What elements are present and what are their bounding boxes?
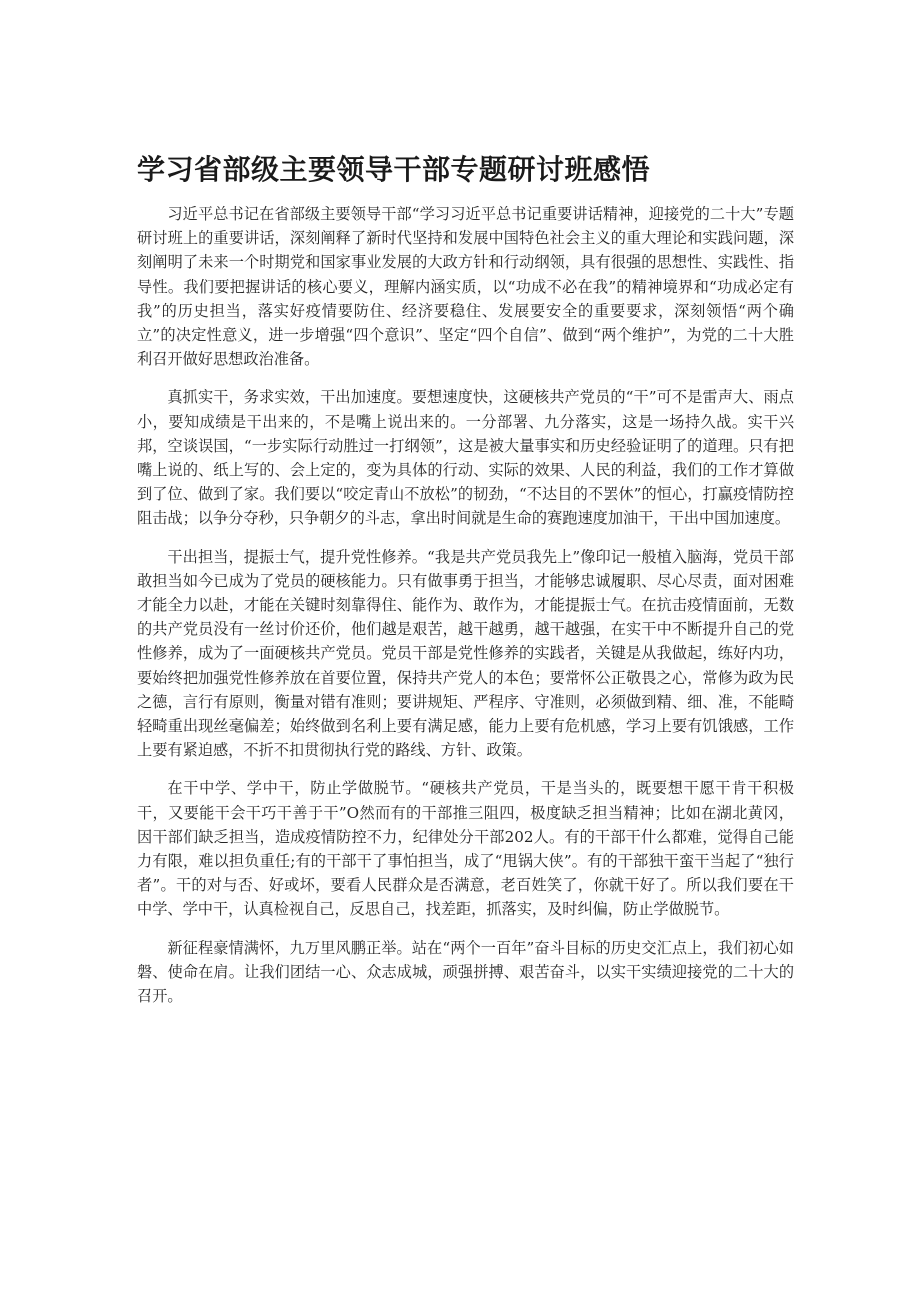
paragraph-intro: 习近平总书记在省部级主要领导干部“学习习近平总书记重要讲话精神，迎接党的二十大”专题研讨班上的重要讲话，深刻阐释了新时代坚持和发展中国特色社会主义的重大理论和实践问题，深刻阐明了未来一个时期党和国家事业发展的大政方针和行动纲领，具有很强的思想性、实践性、指导性。我们要把握讲话的核心要义，理解内涵实质，以“功成不必在我”的精神境界和“功成必定有我”的历史担当，落实好疫情要防住、经济要稳住、发展要安全的重要要求，深刻领悟“两个确立”的决定性意义，进一步增强“四个意识”、坚定“四个自信”、做到“两个维护”，为党的二十大胜利召开做好思想政治准备。	[137, 205, 794, 369]
document-title: 学习省部级主要领导干部专题研讨班感悟	[137, 153, 651, 186]
document-body	[137, 202, 794, 1022]
paragraph-conclusion: 新征程豪情满怀，九万里风鹏正举。站在“两个一百年”奋斗目标的历史交汇点上，我们初心如磐、使命在肩。让我们团结一心、众志成城，顽强拼搏、艰苦奋斗，以实干实绩迎接党的二十大的召开。	[137, 938, 794, 1006]
paragraph-hard-work: 真抓实干，务求实效，干出加速度。要想速度快，这硬核共产党员的“干”可不是雷声大、雨点小，要知成绩是干出来的，不是嘴上说出来的。一分部署、九分落实，这是一场持久战。实干兴邦，空谈误国，“一步实际行动胜过一打纲领”，这是被大量事实和历史经验证明了的道理。只有把嘴上说的、纸上写的、会上定的，变为具体的行动、实际的效果、人民的利益，我们的工作才算做到了位、做到了家。我们要以“咬定青山不放松”的韧劲，“不达目的不罢休”的恒心，打赢疫情防控阻击战；以争分夺秒，只争朝夕的斗志，拿出时间就是生命的赛跑速度加油干，干出中国加速度。	[137, 388, 794, 528]
paragraph-learning: 在干中学、学中干，防止学做脱节。“硬核共产党员，干是当头的，既要想干愿干肯干积极干，又要能干会干巧干善于干”O然而有的干部推三阻四，极度缺乏担当精神；比如在湖北黄冈，因干部们缺乏担当，造成疫情防控不力，纪律处分干部202人。有的干部干什么都难，觉得自己能力有限，难以担负重任;有的干部干了事怕担当，成了“甩锅大侠”。有的干部独干蛮干当起了“独行者”。干的对与否、好或坏，要看人民群众是否满意，老百姓笑了，你就干好了。所以我们要在干中学、学中干，认真检视自己，反思自己，找差距，抓落实，及时纠偏，防止学做脱节。	[137, 779, 794, 919]
paragraph-responsibility: 干出担当，提振士气，提升党性修养。“我是共产党员我先上”像印记一般植入脑海，党员干部敢担当如今已成为了党员的硬核能力。只有做事勇于担当，才能够忠诚履职、尽心尽责，面对困难才能全力以赴，才能在关键时刻靠得住、能作为、敢作为，才能提振士气。在抗击疫情面前，无数的共产党员没有一丝讨价还价，他们越是艰苦，越干越勇，越干越强，在实干中不断提升自己的党性修养，成为了一面硬核共产党员。党员干部是党性修养的实践者，关键是从我做起，练好内功，要始终把加强党性修养放在首要位置，保持共产党人的本色；要常怀公正敬畏之心，常修为政为民之德，言行有原则，衡量对错有准则；要讲规矩、严程序、守准则，必须做到精、细、准，不能畸轻畸重出现丝毫偏差；始终做到名利上要有满足感，能力上要有危机感，学习上要有饥饿感，工作上要有紧迫感，不折不扣贯彻执行党的路线、方针、政策。	[137, 547, 794, 760]
